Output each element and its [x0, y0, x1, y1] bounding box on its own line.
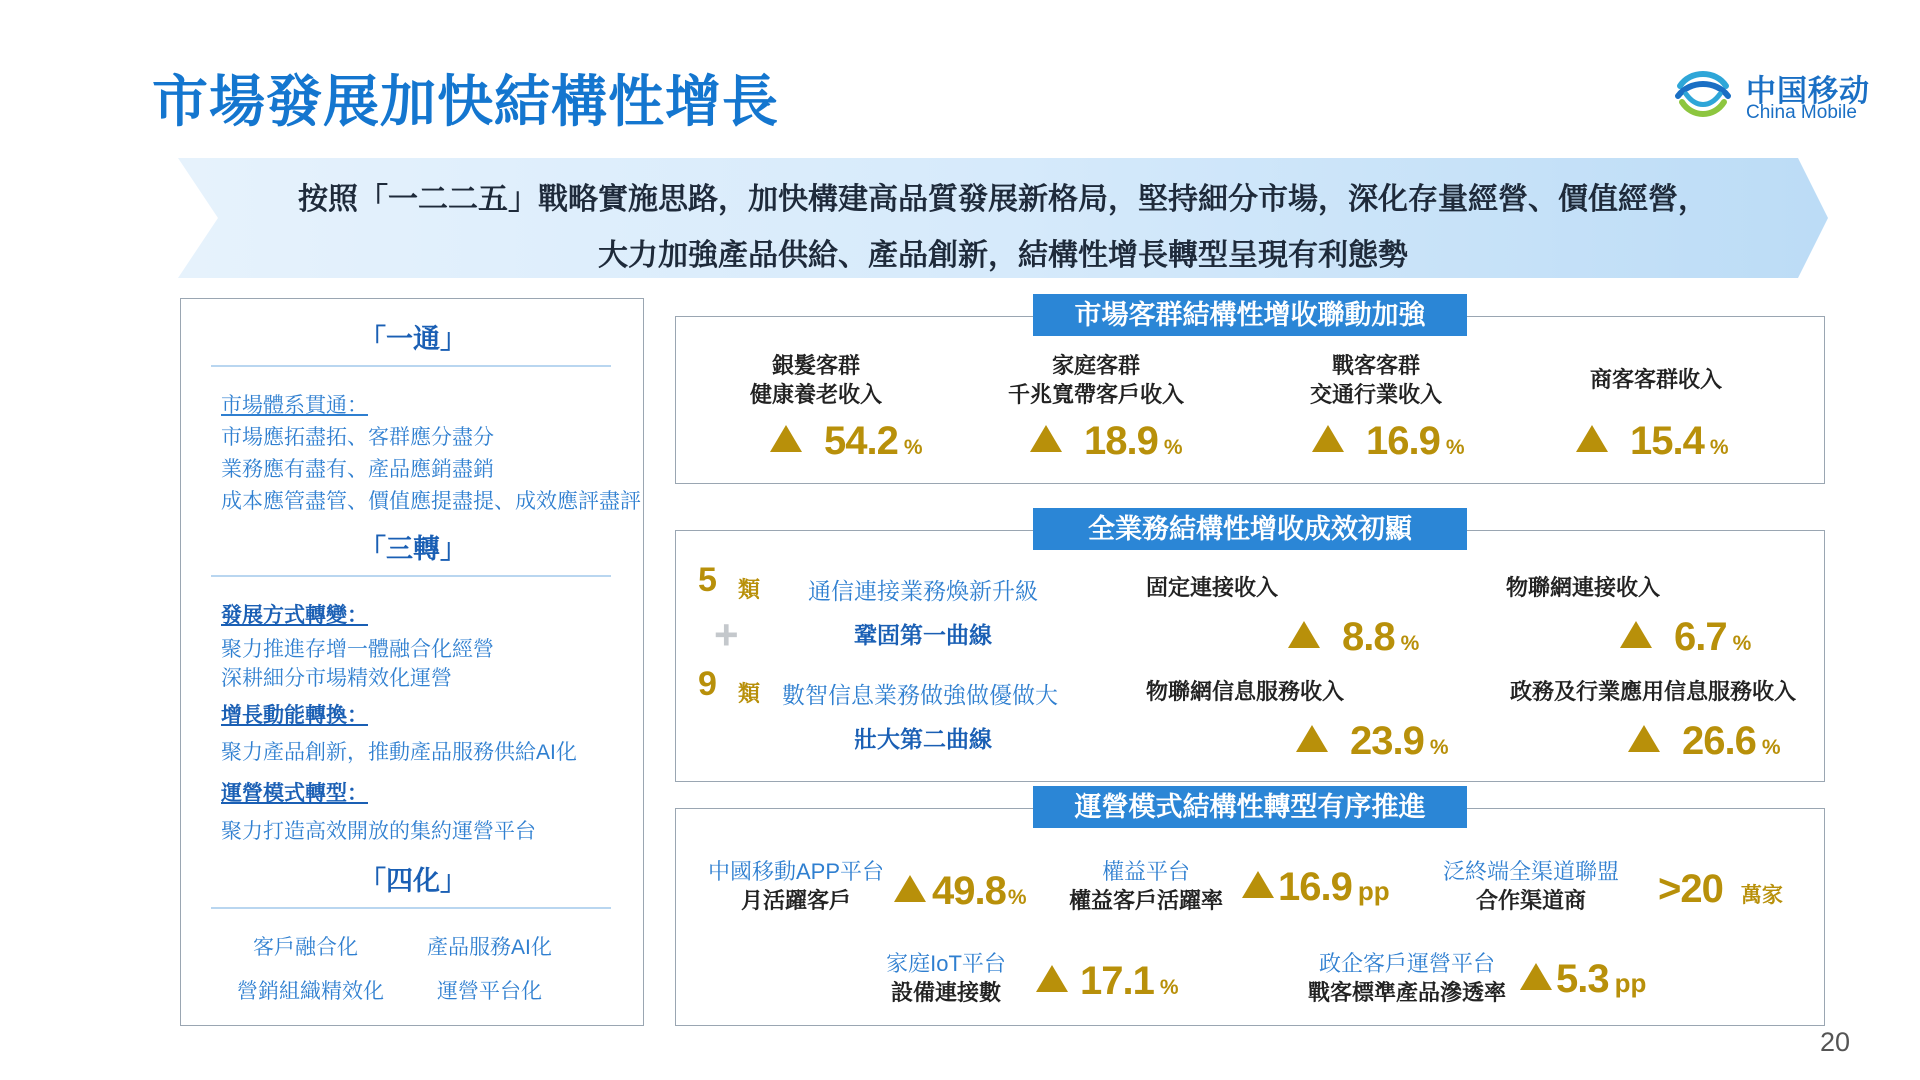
strategy-banner	[178, 158, 1828, 278]
up-arrow-icon	[894, 875, 926, 902]
divider	[211, 907, 611, 909]
sihua-item: 產品服務AI化	[427, 936, 552, 959]
sanzhuan-line: 聚力推進存增一體融合化經營	[221, 638, 494, 661]
metric-value: 54.2 %	[770, 419, 923, 464]
logo-text-cn: 中国移动	[1746, 75, 1870, 108]
divider	[211, 365, 611, 367]
metric-value: 16.9 pp	[1242, 865, 1390, 910]
metric-label: 政企客戶運營平台 戰客標準產品滲透率	[1307, 951, 1506, 1005]
metric-label: 家庭IoT平台 設備連接數	[886, 951, 1006, 1005]
china-mobile-logo	[1672, 60, 1872, 130]
up-arrow-icon	[1036, 965, 1068, 992]
metric-label: 固定連接收入	[1146, 575, 1279, 600]
metric-value: 23.9 %	[1296, 719, 1449, 764]
box3-title: 運營模式結構性轉型有序推進	[1033, 786, 1467, 828]
up-arrow-icon	[770, 425, 802, 452]
metric-value: 16.9 %	[1312, 419, 1465, 464]
up-arrow-icon	[1520, 963, 1552, 990]
metric-value: >20 萬家	[1658, 867, 1783, 911]
sanzhuan-heading: 「三轉」	[359, 534, 467, 564]
operation-model-box	[675, 808, 1825, 1026]
kind-label: 類	[738, 577, 761, 602]
yitong-line: 成本應管盡管、價值應提盡提、成效應評盡評	[221, 490, 641, 513]
first-curve-label: 鞏固第一曲線	[854, 622, 992, 648]
logo-text-en: China Mobile	[1746, 102, 1857, 123]
sihua-heading: 「四化」	[359, 866, 467, 896]
metric-label: 物聯網信息服務收入	[1146, 679, 1345, 704]
sihua-item: 營銷組織精效化	[237, 980, 384, 1003]
second-curve-label: 壯大第二曲線	[854, 726, 992, 752]
up-arrow-icon	[1576, 425, 1608, 452]
sanzhuan-line: 深耕細分市場精效化運營	[221, 667, 452, 690]
metric-label: 家庭客群 千兆寬帶客戶收入	[1007, 353, 1184, 407]
business-revenue-box	[675, 530, 1825, 782]
digital-business-desc: 數智信息業務做強做優做大	[782, 682, 1058, 708]
metric-value: 8.8 %	[1288, 615, 1419, 660]
up-arrow-icon	[1288, 621, 1320, 648]
metric-value: 15.4 %	[1576, 419, 1729, 464]
metric-value: 49.8%	[894, 869, 1027, 914]
sanzhuan-line: 聚力打造高效開放的集約運營平台	[221, 820, 536, 843]
up-arrow-icon	[1296, 725, 1328, 752]
metric-label: 物聯網連接收入	[1506, 575, 1661, 600]
count-5: 5	[698, 561, 717, 599]
sanzhuan-subheading-1: 發展方式轉變：	[221, 604, 368, 627]
page-number: 20	[1820, 1027, 1851, 1057]
metric-label: 中國移動APP平台 月活躍客戶	[707, 859, 885, 913]
customer-segment-box	[675, 316, 1825, 484]
comm-business-desc: 通信連接業務煥新升級	[808, 578, 1038, 604]
kind-label: 類	[738, 681, 761, 706]
metric-label: 泛終端全渠道聯盟 合作渠道商	[1442, 859, 1619, 913]
sanzhuan-subheading-2: 增長動能轉換：	[221, 704, 368, 727]
plus-icon: +	[714, 611, 739, 658]
page-title: 市場發展加快結構性增長	[152, 70, 779, 133]
divider	[211, 575, 611, 577]
box1-title: 市場客群結構性增收聯動加強	[1033, 294, 1467, 336]
metric-value: 26.6 %	[1628, 719, 1781, 764]
metric-value: 17.1 %	[1036, 959, 1179, 1004]
box2-title: 全業務結構性增收成效初顯	[1033, 508, 1467, 550]
sanzhuan-line: 聚力產品創新，推動產品服務供給AI化	[221, 741, 577, 764]
banner-line-1: 按照「一二二五」戰略實施思路，加快構建高品質發展新格局，堅持細分市場，深化存量經營、價值經營，	[298, 183, 1708, 216]
yitong-line: 業務應有盡有、產品應銷盡銷	[221, 458, 494, 481]
sanzhuan-subheading-3: 運營模式轉型：	[221, 782, 368, 805]
yitong-line: 市場應拓盡拓、客群應分盡分	[221, 426, 494, 449]
up-arrow-icon	[1312, 425, 1344, 452]
metric-label: 銀髮客群 健康養老收入	[749, 353, 882, 407]
sihua-item: 客戶融合化	[253, 936, 358, 959]
metric-label: 政務及行業應用信息服務收入	[1510, 679, 1797, 704]
metric-label: 商客客群收入	[1589, 367, 1722, 392]
metric-value: 6.7 %	[1620, 615, 1751, 660]
yitong-subheading: 市場體系貫通：	[221, 394, 368, 417]
up-arrow-icon	[1628, 725, 1660, 752]
up-arrow-icon	[1242, 871, 1274, 898]
banner-line-2: 大力加強產品供給、產品創新，結構性增長轉型呈現有利態勢	[598, 239, 1408, 272]
metric-label: 戰客客群 交通行業收入	[1309, 353, 1442, 407]
metric-value: 18.9 %	[1030, 419, 1183, 464]
yitong-heading: 「一通」	[359, 324, 467, 354]
up-arrow-icon	[1030, 425, 1062, 452]
up-arrow-icon	[1620, 621, 1652, 648]
sihua-item: 運營平台化	[437, 980, 542, 1003]
metric-label: 權益平台 權益客戶活躍率	[1068, 859, 1223, 913]
metric-value: 5.3 pp	[1520, 957, 1646, 1002]
strategy-left-panel	[180, 298, 644, 1026]
logo-swirl-icon	[1672, 64, 1734, 124]
count-9: 9	[698, 665, 717, 703]
